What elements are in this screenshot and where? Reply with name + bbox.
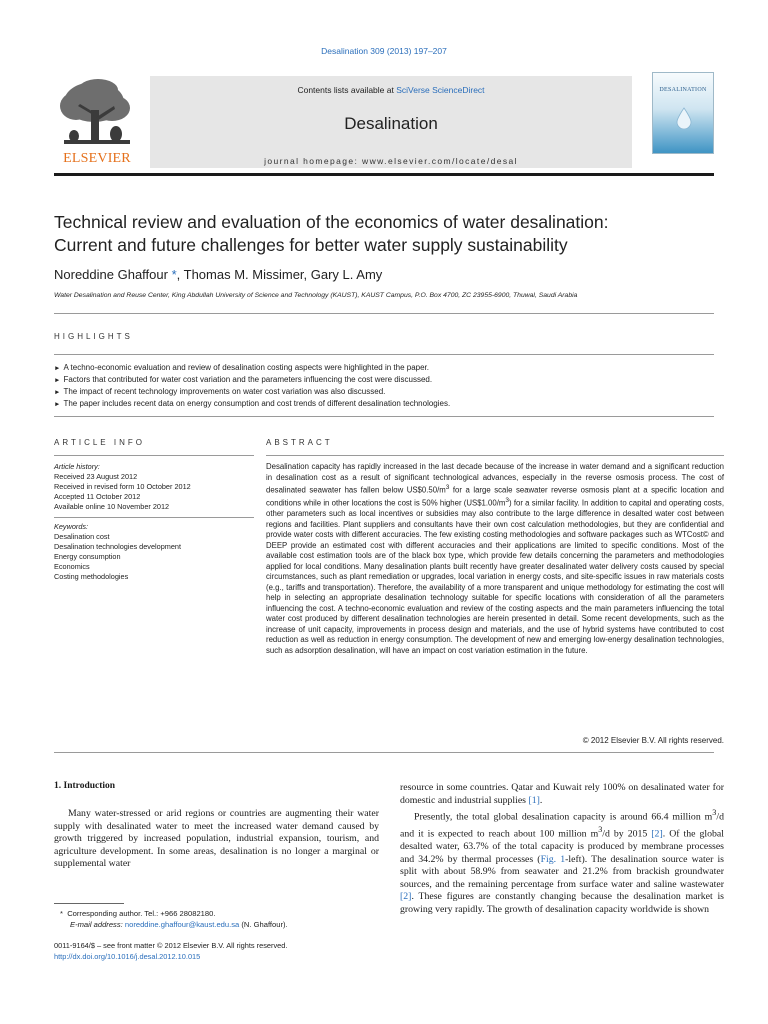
abstract-part-2: for a large scale seawater reverse osmosis plant at a specific location and conditions while in other locations the cost is 50% higher (US$1.00/m xyxy=(266,485,725,508)
highlight-item: ► The paper includes recent data on energy consumption and cost trends of different desalination technologies. xyxy=(54,398,714,410)
abstract-copyright: © 2012 Elsevier B.V. All rights reserved. xyxy=(582,736,724,745)
email-note xyxy=(60,919,379,930)
date-accepted: Accepted 11 October 2012 xyxy=(54,492,141,501)
article-history-label: Article history: xyxy=(54,462,100,471)
doi-link[interactable]: http://dx.doi.org/10.1016/j.desal.2012.10.015 xyxy=(54,952,201,961)
intro-text: resource in some countries. Qatar and Kuwait rely 100% on desalinated water for domestic and industrial supplies xyxy=(400,782,724,806)
footnote-divider xyxy=(54,903,124,904)
corresponding-text: Corresponding author. Tel.: +966 28082180. xyxy=(67,909,216,918)
journal-title: Desalination xyxy=(344,114,438,133)
figure-link[interactable]: Fig. 1 xyxy=(540,853,566,865)
date-received: Received 23 August 2012 xyxy=(54,472,138,481)
date-online: Available online 10 November 2012 xyxy=(54,502,170,511)
reference-link[interactable]: [2] xyxy=(400,891,412,903)
superscript: 3 xyxy=(598,825,603,835)
asterisk-mark: * xyxy=(60,909,68,918)
keywords-divider xyxy=(54,517,254,518)
highlights-list xyxy=(54,362,714,410)
journal-masthead xyxy=(54,72,714,172)
cover-title: DESALINATION xyxy=(659,87,707,93)
paper-title xyxy=(54,211,714,257)
keyword: Economics xyxy=(54,562,90,571)
article-info xyxy=(54,462,254,582)
intro-paragraph xyxy=(400,782,724,807)
keyword: Energy consumption xyxy=(54,552,121,561)
divider-top xyxy=(54,313,714,314)
email-suffix: (N. Ghaffour). xyxy=(239,920,288,929)
author-list xyxy=(54,267,714,282)
highlight-item: ► Factors that contributed for water cost variation and the parameters influencing the cost were discussed. xyxy=(54,374,714,386)
water-drop-icon xyxy=(676,107,692,129)
author-affiliation: Water Desalination and Reuse Center, King Abdullah University of Science and Technology (KAUST), KAUST Campus, P.O. Box 4700, ZC 23955-6900, Thuwal, Saudi Arabia xyxy=(54,292,578,299)
abstract-heading: ABSTRACT xyxy=(266,438,333,447)
introduction-heading: 1. Introduction xyxy=(54,781,116,791)
superscript: 3 xyxy=(712,808,717,818)
journal-homepage[interactable]: journal homepage: www.elsevier.com/locate/desal xyxy=(264,156,518,166)
keyword: Desalination cost xyxy=(54,532,110,541)
keyword: Desalination technologies development xyxy=(54,542,181,551)
highlight-item: ► A techno-economic evaluation and review of desalination costing aspects were highlighted in the paper. xyxy=(54,362,714,374)
publisher-wordmark: ELSEVIER xyxy=(63,151,131,166)
highlights-divider xyxy=(54,354,714,355)
abstract-divider xyxy=(266,455,724,456)
email-link[interactable]: noreddine.ghaffour@kaust.edu.sa xyxy=(124,920,240,929)
superscript: 3 xyxy=(505,497,509,505)
reference-link[interactable]: [1] xyxy=(528,794,540,806)
sciencedirect-link[interactable]: SciVerse ScienceDirect xyxy=(396,85,485,95)
author-ghaffour: Noreddine Ghaffour xyxy=(54,267,168,282)
front-matter xyxy=(54,940,379,962)
contents-prefix: Contents lists available at xyxy=(297,85,397,95)
article-info-divider xyxy=(54,455,254,456)
intro-text: -left). The desalination source water is split with about 58.9% from seawater and 21.2% from brackish groundwater sources, and the remaining percentage from surface water and saline wastewater xyxy=(400,853,724,890)
intro-text: . Of the global desalted water, 63.7% of the total capacity is produced by membrane processes and 34.2% by thermal processes ( xyxy=(400,828,724,865)
intro-text: /d by 2015 xyxy=(602,828,652,840)
other-authors: , Thomas M. Missimer, Gary L. Amy xyxy=(176,267,383,282)
highlights-heading: HIGHLIGHTS xyxy=(54,332,133,341)
highlights-bottom-divider xyxy=(54,416,714,417)
introduction-right-column xyxy=(400,782,724,916)
email-label: E-mail address: xyxy=(70,920,125,929)
intro-text: . These figures are constantly changing because the desalination market is growing very rapidly. The growth of desalination capacity worldwide is shown xyxy=(400,891,724,915)
journal-citation[interactable]: Desalination 309 (2013) 197–207 xyxy=(321,46,447,56)
date-revised: Received in revised form 10 October 2012 xyxy=(54,482,191,491)
title-line-2: Current and future challenges for better water supply sustainability xyxy=(54,235,568,255)
contents-availability xyxy=(150,85,632,95)
journal-header-box xyxy=(150,76,632,168)
article-info-heading: ARTICLE INFO xyxy=(54,438,145,447)
abstract-body xyxy=(266,462,724,656)
abstract-part-3: ) for a similar facility. In addition to capital and operating costs, other parameters such as local incentives or subsidies may also contribute to the large difference in desalted water cost between regions and facilities. Plant suppliers and consultants have their own cost calculation methodologies, but they are confidential and provide water costs with different accuracies. The few existing costing methodologies and software packages such as WTCost© and DEEP provide an estimated cost with different accuracies and their applications are limited to specific conditions. Most of the available cost estimation tools are of the black box type, which provide few details concerning the parameters and methodologies applied for local conditions. Many desalination plants built recently have greater desalinated water delivery costs caused by special circumstances, such as plant remediation or upgrades, local variation in energy costs, and site-specific issues in raw materials costs (e.g., tariffs and transportation). Therefore, the availability of a more transparent and unique methodology for estimating the cost will help in selecting an appropriate desalination technology suitable for specific locations with consideration of all the parameters influencing the cost. A techno-economic evaluation and review of the costing aspects and the main parameters influencing the total water cost produced by different desalination technologies are herein presented in detail. Some recent developments, such as the increase of unit capacity, improvements in process design and materials, and the use of hybrid systems have contributed to cost reduction as well as reduction in energy consumption. The development of new and emerging low-energy desalination technologies, such as adsorption desalination, will have an impact on cost variation estimation in the future. xyxy=(266,498,724,655)
abstract-bottom-divider xyxy=(54,752,714,753)
intro-paragraph xyxy=(400,807,724,916)
masthead-divider xyxy=(54,173,714,176)
journal-cover-thumbnail[interactable] xyxy=(652,72,714,154)
superscript: 3 xyxy=(445,484,450,491)
highlight-item: ► The impact of recent technology improvements on water cost variation was also discussed. xyxy=(54,386,714,398)
corresponding-author-mark[interactable]: * xyxy=(171,267,177,282)
intro-text: . xyxy=(539,794,543,806)
reference-link[interactable]: [2] xyxy=(651,828,663,840)
intro-text: Presently, the total global desalination capacity is around 66.4 million m xyxy=(414,811,713,823)
keyword: Costing methodologies xyxy=(54,572,129,581)
abstract-part-1: Desalination capacity has rapidly increased in the last decade because of the increase in water demand and a significant reduction in desalination cost as a result of significant technological advances, especially in the reverse osmosis process. The cost of desalinated seawater has fallen below US$0.50/m xyxy=(266,462,724,495)
intro-text: /d and it is expected to reach about 100 million m xyxy=(400,811,724,840)
introduction-left-column: Many water-stressed or arid regions or countries are augmenting their water supply with desalinated water to meet the increased water demand caused by growth triggered by increased population, industrial expansion, tourism, and agriculture development. In some areas, desalination is no longer a marginal or supplemental water xyxy=(54,808,379,870)
issn-line: 0011-9164/$ – see front matter © 2012 Elsevier B.V. All rights reserved. xyxy=(54,941,288,950)
title-line-1: Technical review and evaluation of the economics of water desalination: xyxy=(54,212,609,232)
corresponding-author-note xyxy=(60,908,379,919)
footnotes xyxy=(54,908,379,930)
keywords-label: Keywords: xyxy=(54,522,89,531)
